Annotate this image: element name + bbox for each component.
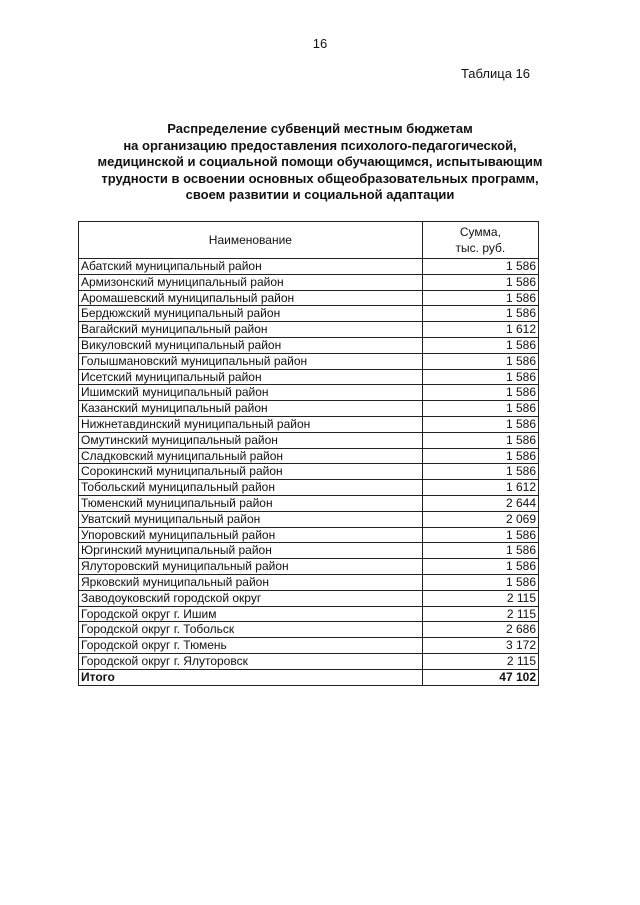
table-row	[79, 653, 539, 669]
row-sum: 1 612	[422, 322, 538, 338]
row-name: Аромашевский муниципальный район	[79, 290, 423, 306]
table-row	[79, 464, 539, 480]
header-sum	[422, 222, 538, 259]
table-body	[79, 259, 539, 670]
row-name: Ялуторовский муниципальный район	[79, 559, 423, 575]
row-name: Ярковский муниципальный район	[79, 574, 423, 590]
total-label: Итого	[79, 669, 423, 685]
row-name: Абатский муниципальный район	[79, 259, 423, 275]
row-sum: 1 612	[422, 480, 538, 496]
row-name: Омутинский муниципальный район	[79, 432, 423, 448]
row-sum: 1 586	[422, 385, 538, 401]
row-name: Городской округ г. Ишим	[79, 606, 423, 622]
table-header-row	[79, 222, 539, 259]
table-row	[79, 559, 539, 575]
row-name: Исетский муниципальный район	[79, 369, 423, 385]
row-sum: 1 586	[422, 527, 538, 543]
row-name: Сорокинский муниципальный район	[79, 464, 423, 480]
table-label: Таблица 16	[460, 66, 530, 81]
row-sum: 3 172	[422, 638, 538, 654]
title-line: на организацию предоставления психолого-педагогической,	[123, 137, 517, 153]
row-name: Упоровский муниципальный район	[79, 527, 423, 543]
row-sum: 1 586	[422, 306, 538, 322]
title-line: трудности в освоении основных общеобразовательных программ,	[101, 170, 539, 186]
table-row	[79, 511, 539, 527]
header-name: Наименование	[79, 222, 423, 259]
table-row	[79, 259, 539, 275]
row-name: Бердюжский муниципальный район	[79, 306, 423, 322]
table-row	[79, 622, 539, 638]
table-row	[79, 337, 539, 353]
total-row	[79, 669, 539, 685]
title-line: своем развитии и социальной адаптации	[185, 187, 455, 202]
row-sum: 1 586	[422, 574, 538, 590]
row-sum: 1 586	[422, 274, 538, 290]
table-row	[79, 574, 539, 590]
table-row	[79, 638, 539, 654]
title-line: медицинской и социальной помощи обучающимся, испытывающим	[97, 154, 543, 169]
row-name: Голышмановский муниципальный район	[79, 353, 423, 369]
table-row	[79, 448, 539, 464]
table-row	[79, 401, 539, 417]
row-sum: 1 586	[422, 290, 538, 306]
table-row	[79, 606, 539, 622]
row-name: Ишимский муниципальный район	[79, 385, 423, 401]
table-row	[79, 480, 539, 496]
table-row	[79, 290, 539, 306]
table-row	[79, 495, 539, 511]
row-sum: 2 115	[422, 606, 538, 622]
row-name: Уватский муниципальный район	[79, 511, 423, 527]
table-row	[79, 527, 539, 543]
row-sum: 1 586	[422, 432, 538, 448]
table-row	[79, 322, 539, 338]
document-title	[60, 121, 580, 204]
row-name: Сладковский муниципальный район	[79, 448, 423, 464]
row-name: Викуловский муниципальный район	[79, 337, 423, 353]
row-name: Городской округ г. Ялуторовск	[79, 653, 423, 669]
row-name: Юргинский муниципальный район	[79, 543, 423, 559]
header-sum-line: тыс. руб.	[455, 241, 506, 255]
row-name: Тобольский муниципальный район	[79, 480, 423, 496]
row-sum: 2 115	[422, 653, 538, 669]
row-sum: 1 586	[422, 416, 538, 432]
row-sum: 1 586	[422, 401, 538, 417]
row-name: Тюменский муниципальный район	[79, 495, 423, 511]
total-sum: 47 102	[422, 669, 538, 685]
table-row	[79, 590, 539, 606]
row-sum: 1 586	[422, 353, 538, 369]
row-sum: 1 586	[422, 543, 538, 559]
row-sum: 1 586	[422, 559, 538, 575]
table-row	[79, 353, 539, 369]
table-row	[79, 385, 539, 401]
subvention-table	[78, 221, 539, 686]
table-row	[79, 432, 539, 448]
row-sum: 2 115	[422, 590, 538, 606]
row-sum: 2 644	[422, 495, 538, 511]
row-name: Нижнетавдинский муниципальный район	[79, 416, 423, 432]
row-sum: 2 686	[422, 622, 538, 638]
page-number: 16	[312, 36, 328, 51]
table-row	[79, 369, 539, 385]
row-name: Городской округ г. Тюмень	[79, 638, 423, 654]
row-sum: 1 586	[422, 464, 538, 480]
row-sum: 2 069	[422, 511, 538, 527]
title-line: Распределение субвенций местным бюджетам	[167, 121, 473, 136]
header-sum-line: Сумма,	[459, 225, 501, 239]
row-name: Вагайский муниципальный район	[79, 322, 423, 338]
table-row	[79, 543, 539, 559]
row-name: Казанский муниципальный район	[79, 401, 423, 417]
row-sum: 1 586	[422, 369, 538, 385]
row-sum: 1 586	[422, 259, 538, 275]
table-row	[79, 306, 539, 322]
row-name: Армизонский муниципальный район	[79, 274, 423, 290]
row-sum: 1 586	[422, 337, 538, 353]
row-name: Городской округ г. Тобольск	[79, 622, 423, 638]
table-row	[79, 274, 539, 290]
table-row	[79, 416, 539, 432]
row-sum: 1 586	[422, 448, 538, 464]
row-name: Заводоуковский городской округ	[79, 590, 423, 606]
